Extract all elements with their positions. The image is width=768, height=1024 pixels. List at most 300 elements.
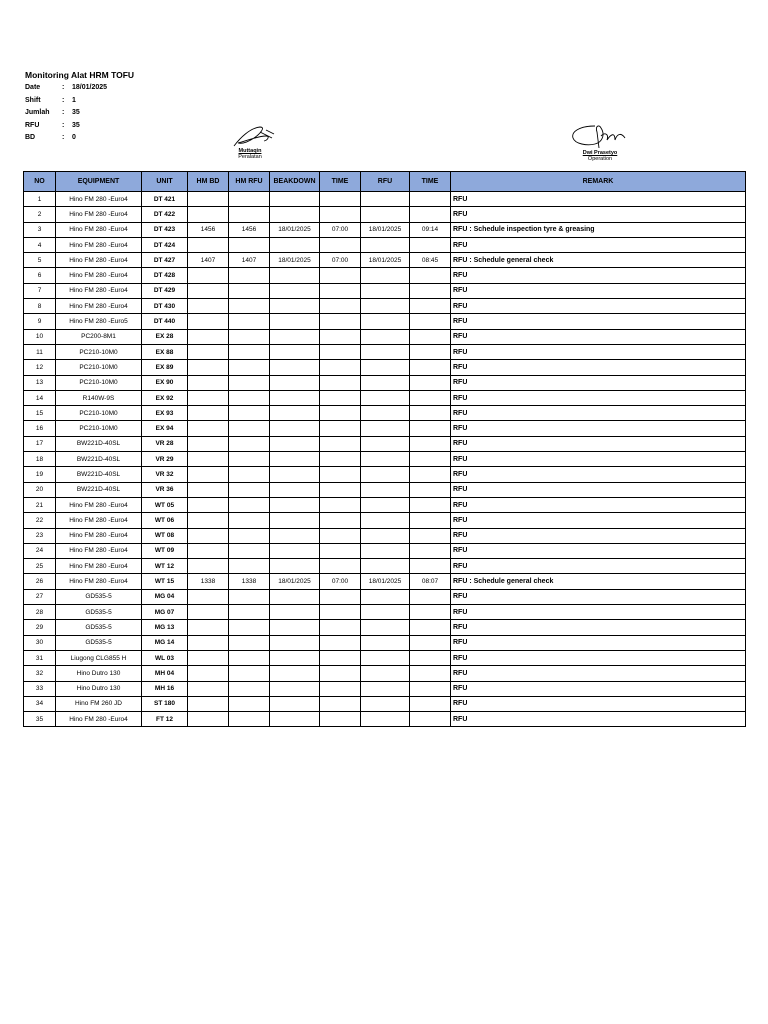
cell-remark: RFU bbox=[451, 635, 746, 650]
cell-equipment: Hino FM 280 -Euro4 bbox=[56, 528, 142, 543]
cell-breakdown-date bbox=[270, 360, 320, 375]
table-row bbox=[24, 559, 746, 574]
cell-hm-bd: 1338 bbox=[188, 574, 229, 589]
cell-rfu-date bbox=[361, 421, 410, 436]
table-row bbox=[24, 650, 746, 665]
cell-hm-bd bbox=[188, 559, 229, 574]
cell-breakdown-date bbox=[270, 681, 320, 696]
cell-rfu-time bbox=[410, 589, 451, 604]
cell-no: 11 bbox=[24, 344, 56, 359]
cell-remark: RFU bbox=[451, 360, 746, 375]
cell-no: 5 bbox=[24, 253, 56, 268]
cell-hm-rfu bbox=[229, 314, 270, 329]
cell-breakdown-date bbox=[270, 375, 320, 390]
cell-rfu-date bbox=[361, 513, 410, 528]
cell-hm-rfu bbox=[229, 635, 270, 650]
cell-breakdown-time bbox=[320, 344, 361, 359]
cell-breakdown-time: 07:00 bbox=[320, 574, 361, 589]
cell-breakdown-date bbox=[270, 696, 320, 711]
cell-hm-rfu bbox=[229, 666, 270, 681]
cell-rfu-time bbox=[410, 605, 451, 620]
cell-breakdown-date bbox=[270, 299, 320, 314]
cell-hm-bd bbox=[188, 360, 229, 375]
cell-breakdown-date bbox=[270, 406, 320, 421]
cell-breakdown-time bbox=[320, 237, 361, 252]
meta-value: 18/01/2025 bbox=[72, 84, 108, 91]
cell-hm-rfu bbox=[229, 559, 270, 574]
cell-remark: RFU bbox=[451, 192, 746, 207]
cell-hm-bd bbox=[188, 207, 229, 222]
cell-remark: RFU bbox=[451, 712, 746, 727]
cell-rfu-date bbox=[361, 635, 410, 650]
cell-equipment: Hino FM 280 -Euro4 bbox=[56, 237, 142, 252]
cell-hm-rfu bbox=[229, 589, 270, 604]
cell-hm-rfu bbox=[229, 192, 270, 207]
cell-breakdown-date bbox=[270, 543, 320, 558]
table-row bbox=[24, 360, 746, 375]
cell-unit: WT 12 bbox=[142, 559, 188, 574]
cell-unit: MG 04 bbox=[142, 589, 188, 604]
cell-equipment: Hino FM 280 -Euro4 bbox=[56, 513, 142, 528]
cell-hm-rfu bbox=[229, 421, 270, 436]
meta-key: Date bbox=[25, 84, 41, 91]
cell-hm-bd bbox=[188, 283, 229, 298]
cell-equipment: PC200-8M1 bbox=[56, 329, 142, 344]
table-row bbox=[24, 543, 746, 558]
cell-remark: RFU bbox=[451, 467, 746, 482]
cell-rfu-date bbox=[361, 543, 410, 558]
cell-breakdown-date: 18/01/2025 bbox=[270, 574, 320, 589]
cell-hm-rfu bbox=[229, 237, 270, 252]
cell-hm-bd bbox=[188, 344, 229, 359]
cell-breakdown-time: 07:00 bbox=[320, 253, 361, 268]
table-row bbox=[24, 329, 746, 344]
cell-no: 30 bbox=[24, 635, 56, 650]
meta-value: 0 bbox=[72, 134, 76, 141]
cell-breakdown-date bbox=[270, 513, 320, 528]
cell-no: 35 bbox=[24, 712, 56, 727]
cell-breakdown-time bbox=[320, 390, 361, 405]
signatory-name: Muttaqin bbox=[238, 148, 262, 154]
cell-equipment: BW221D-40SL bbox=[56, 452, 142, 467]
cell-hm-bd bbox=[188, 421, 229, 436]
cell-unit: WL 03 bbox=[142, 650, 188, 665]
cell-unit: FT 12 bbox=[142, 712, 188, 727]
header-rfu: RFU bbox=[361, 172, 410, 192]
cell-remark: RFU : Schedule general check bbox=[451, 574, 746, 589]
cell-breakdown-date bbox=[270, 436, 320, 451]
cell-breakdown-time: 07:00 bbox=[320, 222, 361, 237]
cell-no: 13 bbox=[24, 375, 56, 390]
signature-block-operation bbox=[555, 122, 645, 162]
cell-breakdown-time bbox=[320, 666, 361, 681]
cell-no: 32 bbox=[24, 666, 56, 681]
cell-hm-rfu bbox=[229, 650, 270, 665]
cell-equipment: Liugong CLG855 H bbox=[56, 650, 142, 665]
cell-remark: RFU bbox=[451, 329, 746, 344]
cell-remark: RFU : Schedule inspection tyre & greasing bbox=[451, 222, 746, 237]
table-row bbox=[24, 513, 746, 528]
cell-hm-bd bbox=[188, 436, 229, 451]
cell-no: 1 bbox=[24, 192, 56, 207]
signatory-name: Dwi Prasetyo bbox=[582, 150, 618, 156]
cell-unit: MH 04 bbox=[142, 666, 188, 681]
cell-breakdown-date bbox=[270, 390, 320, 405]
cell-remark: RFU bbox=[451, 681, 746, 696]
cell-equipment: BW221D-40SL bbox=[56, 436, 142, 451]
cell-rfu-time bbox=[410, 528, 451, 543]
cell-rfu-time bbox=[410, 329, 451, 344]
cell-rfu-date bbox=[361, 482, 410, 497]
cell-rfu-time bbox=[410, 543, 451, 558]
cell-unit: ST 180 bbox=[142, 696, 188, 711]
cell-rfu-time bbox=[410, 482, 451, 497]
cell-hm-rfu bbox=[229, 528, 270, 543]
cell-no: 6 bbox=[24, 268, 56, 283]
cell-no: 29 bbox=[24, 620, 56, 635]
cell-hm-rfu bbox=[229, 543, 270, 558]
meta-colon: : bbox=[62, 121, 65, 129]
cell-breakdown-time bbox=[320, 452, 361, 467]
cell-no: 33 bbox=[24, 681, 56, 696]
cell-rfu-date bbox=[361, 497, 410, 512]
cell-unit: MG 07 bbox=[142, 605, 188, 620]
cell-rfu-date bbox=[361, 390, 410, 405]
cell-rfu-date bbox=[361, 268, 410, 283]
cell-breakdown-time bbox=[320, 589, 361, 604]
cell-equipment: GD535-5 bbox=[56, 635, 142, 650]
cell-remark: RFU bbox=[451, 299, 746, 314]
cell-rfu-time bbox=[410, 314, 451, 329]
header-unit: UNIT bbox=[142, 172, 188, 192]
cell-breakdown-date bbox=[270, 421, 320, 436]
cell-remark: RFU bbox=[451, 513, 746, 528]
cell-remark: RFU bbox=[451, 406, 746, 421]
cell-rfu-time bbox=[410, 237, 451, 252]
cell-hm-rfu bbox=[229, 513, 270, 528]
cell-breakdown-time bbox=[320, 192, 361, 207]
cell-hm-bd bbox=[188, 712, 229, 727]
cell-hm-rfu bbox=[229, 605, 270, 620]
cell-no: 26 bbox=[24, 574, 56, 589]
cell-remark: RFU bbox=[451, 497, 746, 512]
table-row bbox=[24, 421, 746, 436]
meta-colon: : bbox=[62, 134, 65, 141]
cell-no: 7 bbox=[24, 283, 56, 298]
cell-breakdown-time bbox=[320, 268, 361, 283]
table-row bbox=[24, 620, 746, 635]
cell-rfu-date: 18/01/2025 bbox=[361, 222, 410, 237]
cell-breakdown-time bbox=[320, 375, 361, 390]
signature-block-peralatan bbox=[215, 124, 285, 160]
cell-equipment: PC210-10M0 bbox=[56, 406, 142, 421]
cell-no: 22 bbox=[24, 513, 56, 528]
meta-colon: : bbox=[62, 84, 65, 91]
cell-hm-bd bbox=[188, 497, 229, 512]
table-row bbox=[24, 207, 746, 222]
cell-hm-bd: 1407 bbox=[188, 253, 229, 268]
cell-rfu-time bbox=[410, 344, 451, 359]
cell-no: 15 bbox=[24, 406, 56, 421]
meta-row-jumlah bbox=[25, 109, 107, 122]
cell-remark: RFU bbox=[451, 482, 746, 497]
cell-hm-rfu bbox=[229, 452, 270, 467]
meta-value: 1 bbox=[72, 96, 76, 104]
cell-unit: DT 424 bbox=[142, 237, 188, 252]
cell-breakdown-time bbox=[320, 635, 361, 650]
cell-no: 18 bbox=[24, 452, 56, 467]
cell-hm-rfu bbox=[229, 283, 270, 298]
cell-unit: DT 421 bbox=[142, 192, 188, 207]
table-row bbox=[24, 574, 746, 589]
header-remark: REMARK bbox=[451, 172, 746, 192]
cell-no: 9 bbox=[24, 314, 56, 329]
cell-hm-rfu: 1456 bbox=[229, 222, 270, 237]
cell-rfu-time bbox=[410, 497, 451, 512]
cell-remark: RFU bbox=[451, 283, 746, 298]
cell-rfu-time bbox=[410, 452, 451, 467]
cell-rfu-date bbox=[361, 666, 410, 681]
cell-hm-rfu bbox=[229, 497, 270, 512]
cell-equipment: Hino FM 280 -Euro4 bbox=[56, 559, 142, 574]
cell-remark: RFU bbox=[451, 650, 746, 665]
cell-breakdown-time bbox=[320, 360, 361, 375]
cell-no: 31 bbox=[24, 650, 56, 665]
cell-rfu-time bbox=[410, 650, 451, 665]
cell-rfu-time bbox=[410, 406, 451, 421]
cell-rfu-time bbox=[410, 666, 451, 681]
cell-remark: RFU bbox=[451, 237, 746, 252]
table-body bbox=[24, 192, 746, 727]
cell-no: 20 bbox=[24, 482, 56, 497]
cell-unit: EX 88 bbox=[142, 344, 188, 359]
cell-breakdown-date bbox=[270, 712, 320, 727]
cell-hm-bd bbox=[188, 390, 229, 405]
monitoring-table bbox=[23, 171, 746, 727]
cell-rfu-date bbox=[361, 329, 410, 344]
cell-breakdown-date bbox=[270, 207, 320, 222]
meta-row-shift bbox=[25, 97, 107, 110]
cell-breakdown-time bbox=[320, 712, 361, 727]
cell-rfu-time bbox=[410, 268, 451, 283]
cell-unit: MH 16 bbox=[142, 681, 188, 696]
cell-breakdown-time bbox=[320, 559, 361, 574]
header-equipment: EQUIPMENT bbox=[56, 172, 142, 192]
cell-breakdown-date bbox=[270, 237, 320, 252]
cell-unit: MG 13 bbox=[142, 620, 188, 635]
cell-hm-rfu bbox=[229, 299, 270, 314]
cell-remark: RFU bbox=[451, 207, 746, 222]
cell-unit: WT 08 bbox=[142, 528, 188, 543]
cell-hm-rfu bbox=[229, 375, 270, 390]
cell-hm-bd bbox=[188, 299, 229, 314]
cell-no: 16 bbox=[24, 421, 56, 436]
cell-rfu-time bbox=[410, 207, 451, 222]
cell-rfu-date bbox=[361, 207, 410, 222]
cell-breakdown-date bbox=[270, 497, 320, 512]
table-header-row bbox=[24, 172, 746, 192]
cell-remark: RFU bbox=[451, 375, 746, 390]
cell-remark: RFU : Schedule general check bbox=[451, 253, 746, 268]
cell-unit: DT 440 bbox=[142, 314, 188, 329]
signatory-role: Peralatan bbox=[238, 154, 262, 160]
cell-hm-rfu bbox=[229, 467, 270, 482]
table-row bbox=[24, 436, 746, 451]
signature-scribble bbox=[565, 122, 635, 152]
cell-breakdown-time bbox=[320, 329, 361, 344]
signature-scribble bbox=[220, 124, 280, 150]
cell-rfu-date bbox=[361, 559, 410, 574]
meta-key: RFU bbox=[25, 121, 40, 129]
cell-equipment: PC210-10M0 bbox=[56, 360, 142, 375]
meta-row-rfu bbox=[25, 122, 107, 135]
cell-equipment: R140W-9S bbox=[56, 390, 142, 405]
cell-hm-rfu bbox=[229, 329, 270, 344]
table-row bbox=[24, 390, 746, 405]
table-row bbox=[24, 635, 746, 650]
cell-hm-bd bbox=[188, 406, 229, 421]
cell-equipment: PC210-10M0 bbox=[56, 421, 142, 436]
cell-no: 24 bbox=[24, 543, 56, 558]
cell-unit: EX 89 bbox=[142, 360, 188, 375]
cell-unit: DT 430 bbox=[142, 299, 188, 314]
cell-hm-rfu bbox=[229, 207, 270, 222]
table-row bbox=[24, 314, 746, 329]
table-row bbox=[24, 222, 746, 237]
cell-unit: DT 429 bbox=[142, 283, 188, 298]
table-row bbox=[24, 452, 746, 467]
table-row bbox=[24, 712, 746, 727]
cell-equipment: Hino FM 280 -Euro4 bbox=[56, 574, 142, 589]
cell-hm-bd bbox=[188, 528, 229, 543]
cell-breakdown-time bbox=[320, 605, 361, 620]
cell-hm-bd bbox=[188, 589, 229, 604]
cell-no: 23 bbox=[24, 528, 56, 543]
table-row bbox=[24, 666, 746, 681]
cell-no: 21 bbox=[24, 497, 56, 512]
cell-rfu-date bbox=[361, 406, 410, 421]
cell-hm-bd: 1456 bbox=[188, 222, 229, 237]
cell-hm-rfu bbox=[229, 406, 270, 421]
cell-hm-bd bbox=[188, 605, 229, 620]
cell-breakdown-date bbox=[270, 314, 320, 329]
cell-remark: RFU bbox=[451, 666, 746, 681]
cell-breakdown-time bbox=[320, 406, 361, 421]
cell-hm-bd bbox=[188, 467, 229, 482]
cell-unit: DT 428 bbox=[142, 268, 188, 283]
cell-hm-rfu bbox=[229, 696, 270, 711]
cell-no: 28 bbox=[24, 605, 56, 620]
cell-remark: RFU bbox=[451, 314, 746, 329]
cell-rfu-time bbox=[410, 559, 451, 574]
cell-unit: DT 423 bbox=[142, 222, 188, 237]
cell-breakdown-date bbox=[270, 650, 320, 665]
cell-no: 27 bbox=[24, 589, 56, 604]
cell-equipment: GD535-5 bbox=[56, 589, 142, 604]
cell-equipment: PC210-10M0 bbox=[56, 375, 142, 390]
cell-breakdown-time bbox=[320, 421, 361, 436]
cell-unit: EX 28 bbox=[142, 329, 188, 344]
cell-equipment: Hino FM 280 -Euro4 bbox=[56, 222, 142, 237]
cell-rfu-date bbox=[361, 605, 410, 620]
meta-colon: : bbox=[62, 96, 65, 104]
cell-hm-bd bbox=[188, 666, 229, 681]
cell-remark: RFU bbox=[451, 268, 746, 283]
cell-unit: WT 09 bbox=[142, 543, 188, 558]
cell-breakdown-date bbox=[270, 620, 320, 635]
cell-equipment: Hino FM 280 -Euro4 bbox=[56, 712, 142, 727]
cell-hm-bd bbox=[188, 268, 229, 283]
cell-breakdown-time bbox=[320, 482, 361, 497]
cell-equipment: Hino FM 280 -Euro4 bbox=[56, 497, 142, 512]
cell-rfu-time bbox=[410, 283, 451, 298]
table-row bbox=[24, 497, 746, 512]
cell-breakdown-date bbox=[270, 467, 320, 482]
document-meta bbox=[25, 84, 107, 147]
cell-rfu-time bbox=[410, 299, 451, 314]
cell-rfu-time: 08:07 bbox=[410, 574, 451, 589]
cell-hm-rfu: 1407 bbox=[229, 253, 270, 268]
cell-breakdown-time bbox=[320, 299, 361, 314]
table-row bbox=[24, 467, 746, 482]
cell-rfu-time bbox=[410, 712, 451, 727]
cell-hm-bd bbox=[188, 696, 229, 711]
table-row bbox=[24, 192, 746, 207]
header-hm-rfu: HM RFU bbox=[229, 172, 270, 192]
cell-unit: DT 422 bbox=[142, 207, 188, 222]
cell-rfu-time bbox=[410, 513, 451, 528]
cell-hm-bd bbox=[188, 543, 229, 558]
table-row bbox=[24, 696, 746, 711]
cell-unit: EX 93 bbox=[142, 406, 188, 421]
table-row bbox=[24, 605, 746, 620]
cell-no: 8 bbox=[24, 299, 56, 314]
cell-hm-rfu bbox=[229, 482, 270, 497]
cell-remark: RFU bbox=[451, 436, 746, 451]
cell-breakdown-time bbox=[320, 314, 361, 329]
cell-rfu-date bbox=[361, 237, 410, 252]
cell-breakdown-date bbox=[270, 635, 320, 650]
cell-breakdown-time bbox=[320, 436, 361, 451]
cell-remark: RFU bbox=[451, 528, 746, 543]
table-row bbox=[24, 528, 746, 543]
cell-rfu-date bbox=[361, 299, 410, 314]
cell-equipment: PC210-10M0 bbox=[56, 344, 142, 359]
table-row bbox=[24, 268, 746, 283]
cell-unit: EX 94 bbox=[142, 421, 188, 436]
cell-breakdown-date bbox=[270, 589, 320, 604]
header-time-rfu: TIME bbox=[410, 172, 451, 192]
meta-key: BD bbox=[25, 134, 36, 141]
cell-rfu-time: 08:45 bbox=[410, 253, 451, 268]
cell-hm-rfu bbox=[229, 712, 270, 727]
cell-hm-rfu bbox=[229, 436, 270, 451]
meta-key: Jumlah bbox=[25, 109, 50, 116]
cell-no: 10 bbox=[24, 329, 56, 344]
cell-breakdown-date: 18/01/2025 bbox=[270, 222, 320, 237]
cell-no: 3 bbox=[24, 222, 56, 237]
cell-remark: RFU bbox=[451, 589, 746, 604]
meta-key: Shift bbox=[25, 96, 41, 104]
cell-hm-bd bbox=[188, 482, 229, 497]
cell-rfu-date bbox=[361, 528, 410, 543]
header-no: NO bbox=[24, 172, 56, 192]
cell-no: 17 bbox=[24, 436, 56, 451]
cell-no: 12 bbox=[24, 360, 56, 375]
header-hm-bd: HM BD bbox=[188, 172, 229, 192]
cell-rfu-date bbox=[361, 283, 410, 298]
cell-breakdown-time bbox=[320, 681, 361, 696]
